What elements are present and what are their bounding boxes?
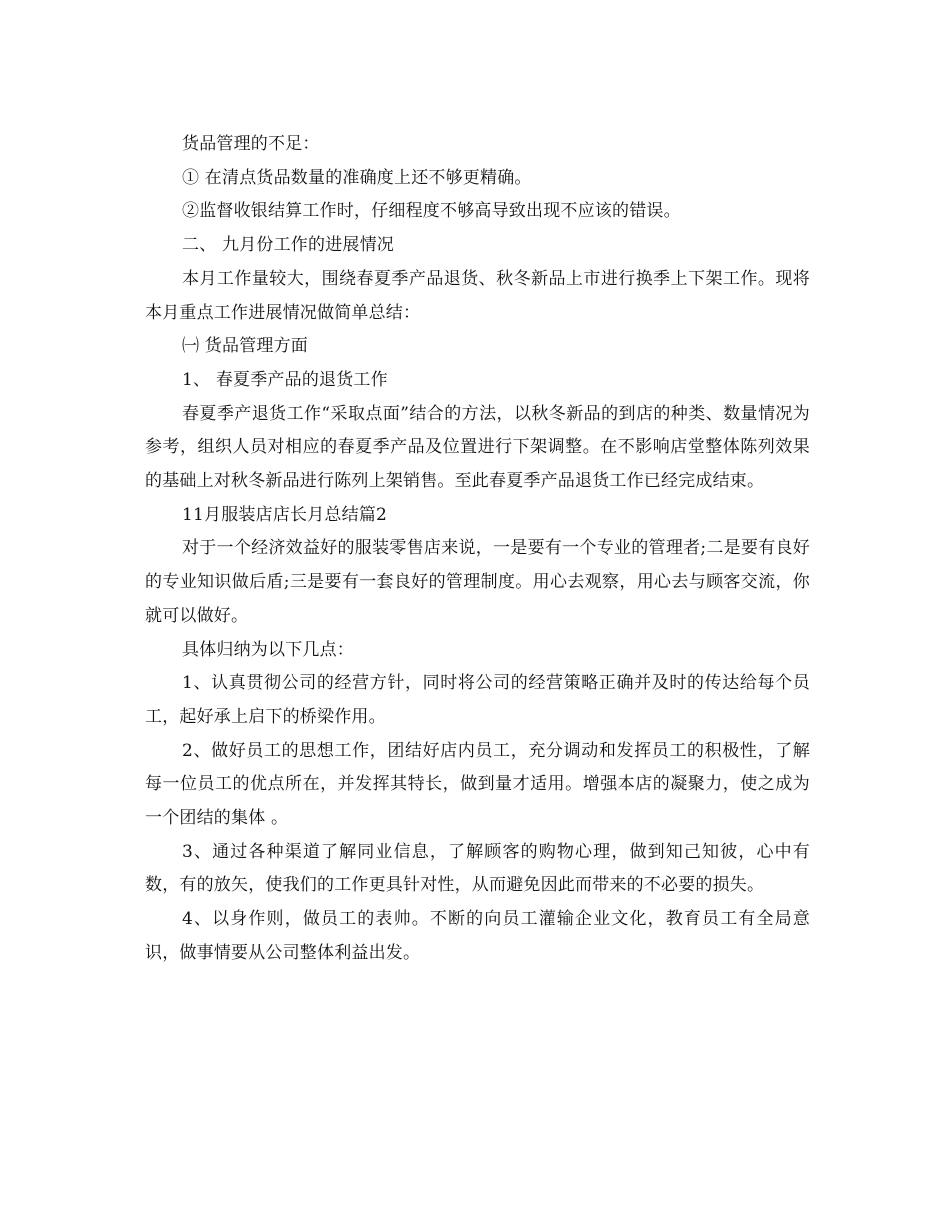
paragraph-summary-points-heading: 具体归纳为以下几点： <box>182 639 354 660</box>
paragraph-returns-method: 春夏季产退货工作“采取点面”结合的方法，以秋冬新品的到店的种类、数量情况为参考，组织人员对相应的春夏季产品及位置进行下架调整。在不影响店堂整体陈列效果的基础上对秋冬新品进行陈列上架销售。至此春夏季产品退货工作已经完成结束。 <box>145 403 810 492</box>
section-heading-september-progress: 二、 九月份工作的进展情况 <box>182 235 395 256</box>
list-item-point-3: 3、通过各种渠道了解同业信息，了解顾客的购物心理，做到知己知彼，心中有数，有的放矢，使我们的工作更具针对性，从而避免因此而带来的不必要的损失。 <box>145 841 810 896</box>
list-item-point-1: 1、认真贯彻公司的经营方针，同时将公司的经营策略正确并及时的传达给每个员工，起好承上启下的桥梁作用。 <box>145 673 810 727</box>
subheading-goods-management: ㈠ 货品管理方面 <box>182 336 309 357</box>
paragraph-month-workload: 本月工作量较大，围绕春夏季产品退货、秋冬新品上市进行换季上下架工作。现将本月重点工作进展情况做简单总结： <box>145 268 810 323</box>
subheading-spring-summer-returns: 1、 春夏季产品的退货工作 <box>182 369 388 390</box>
list-item-point-4: 4、以身作则，做员工的表帅。不断的向员工灌输企业文化，教育员工有全局意识，做事情要从公司整体利益出发。 <box>145 909 810 963</box>
paragraph-goods-shortcomings-heading: 货品管理的不足： <box>182 134 320 154</box>
list-item-point-2: 2、做好员工的思想工作，团结好店内员工，充分调动和发挥员工的积极性，了解每一位员工的优点所在，并发挥其特长，做到量才适用。增强本店的凝聚力，使之成为一个团结的集体 。 <box>145 740 810 829</box>
paragraph-shortcoming-2: ②监督收银结算工作时，仔细程度不够高导致出现不应该的错误。 <box>182 201 681 222</box>
document-body <box>145 128 810 971</box>
article-title-part-2: 11月服装店店长月总结篇2 <box>182 504 388 525</box>
paragraph-shortcoming-1: ① 在清点货品数量的准确度上还不够更精确。 <box>182 167 532 188</box>
paragraph-retail-store-intro: 对于一个经济效益好的服装零售店来说，一是要有一个专业的管理者;二是要有良好的专业知识做后盾;三是要有一套良好的管理制度。用心去观察，用心去与顾客交流，你就可以做好。 <box>145 538 810 626</box>
